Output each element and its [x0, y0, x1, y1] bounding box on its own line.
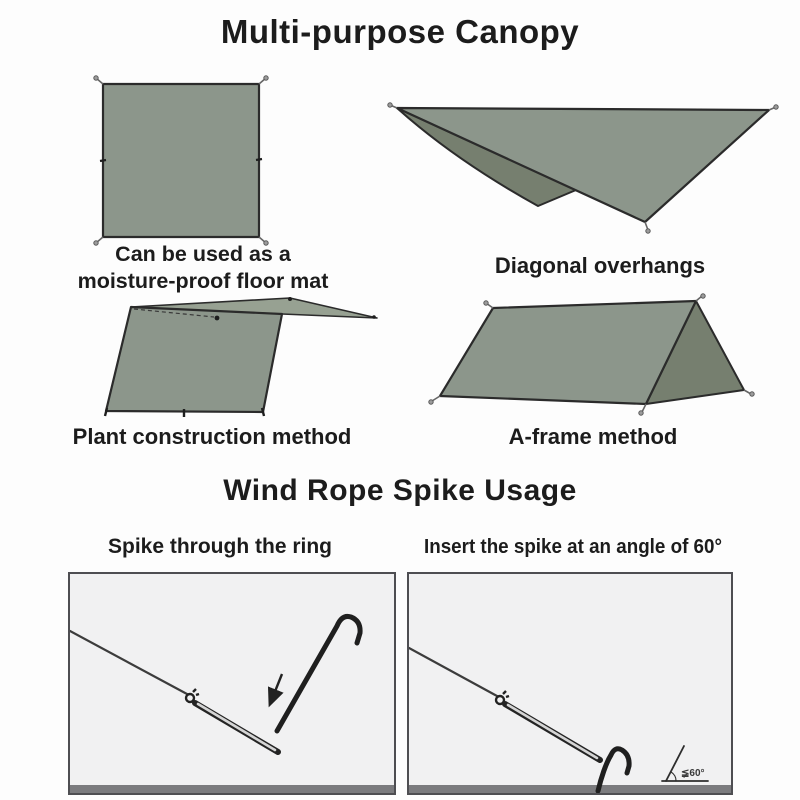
angle-label: ≨60°	[681, 768, 705, 779]
plant-caption: Plant construction method	[72, 424, 352, 449]
floor-mat-tarp	[103, 84, 259, 237]
floor-mat-caption-line1: Can be used as a	[115, 242, 291, 266]
canopy-title: Multi-purpose Canopy	[220, 13, 580, 50]
spike-ring-panel	[68, 572, 396, 795]
spike-right-caption: Insert the spike at an angle of 60°	[424, 536, 722, 558]
spike-ring-drawing	[70, 574, 394, 793]
floor-mat-caption-line2: moisture-proof floor mat	[77, 268, 329, 293]
hook-stake	[277, 616, 360, 731]
ground-strip	[70, 785, 394, 793]
spike-rod	[505, 704, 600, 760]
floor-mat-illustration	[94, 76, 268, 245]
plant-tarp-front	[106, 307, 282, 412]
aframe-caption: A-frame method	[508, 424, 678, 449]
spike-angle-panel	[407, 572, 733, 795]
spike-title: Wind Rope Spike Usage	[223, 474, 577, 507]
diagonal-overhangs-illustration	[388, 103, 778, 233]
spike-left-caption: Spike through the ring	[108, 535, 332, 558]
spike-angle-drawing	[409, 574, 731, 793]
ground-strip	[409, 785, 731, 793]
angle-annotation	[662, 746, 708, 781]
guy-rope	[70, 631, 187, 694]
rope-ring	[186, 689, 199, 702]
diagonal-tarp-top	[397, 108, 769, 222]
guy-rope	[409, 648, 497, 696]
plant-construction-illustration	[105, 297, 377, 417]
diagonal-caption: Diagonal overhangs	[494, 253, 706, 278]
hook-stake	[598, 749, 629, 791]
a-frame-illustration	[429, 294, 754, 415]
floor-mat-caption	[33, 241, 373, 295]
spike-rod	[195, 703, 278, 752]
direction-arrow-icon	[270, 674, 282, 704]
